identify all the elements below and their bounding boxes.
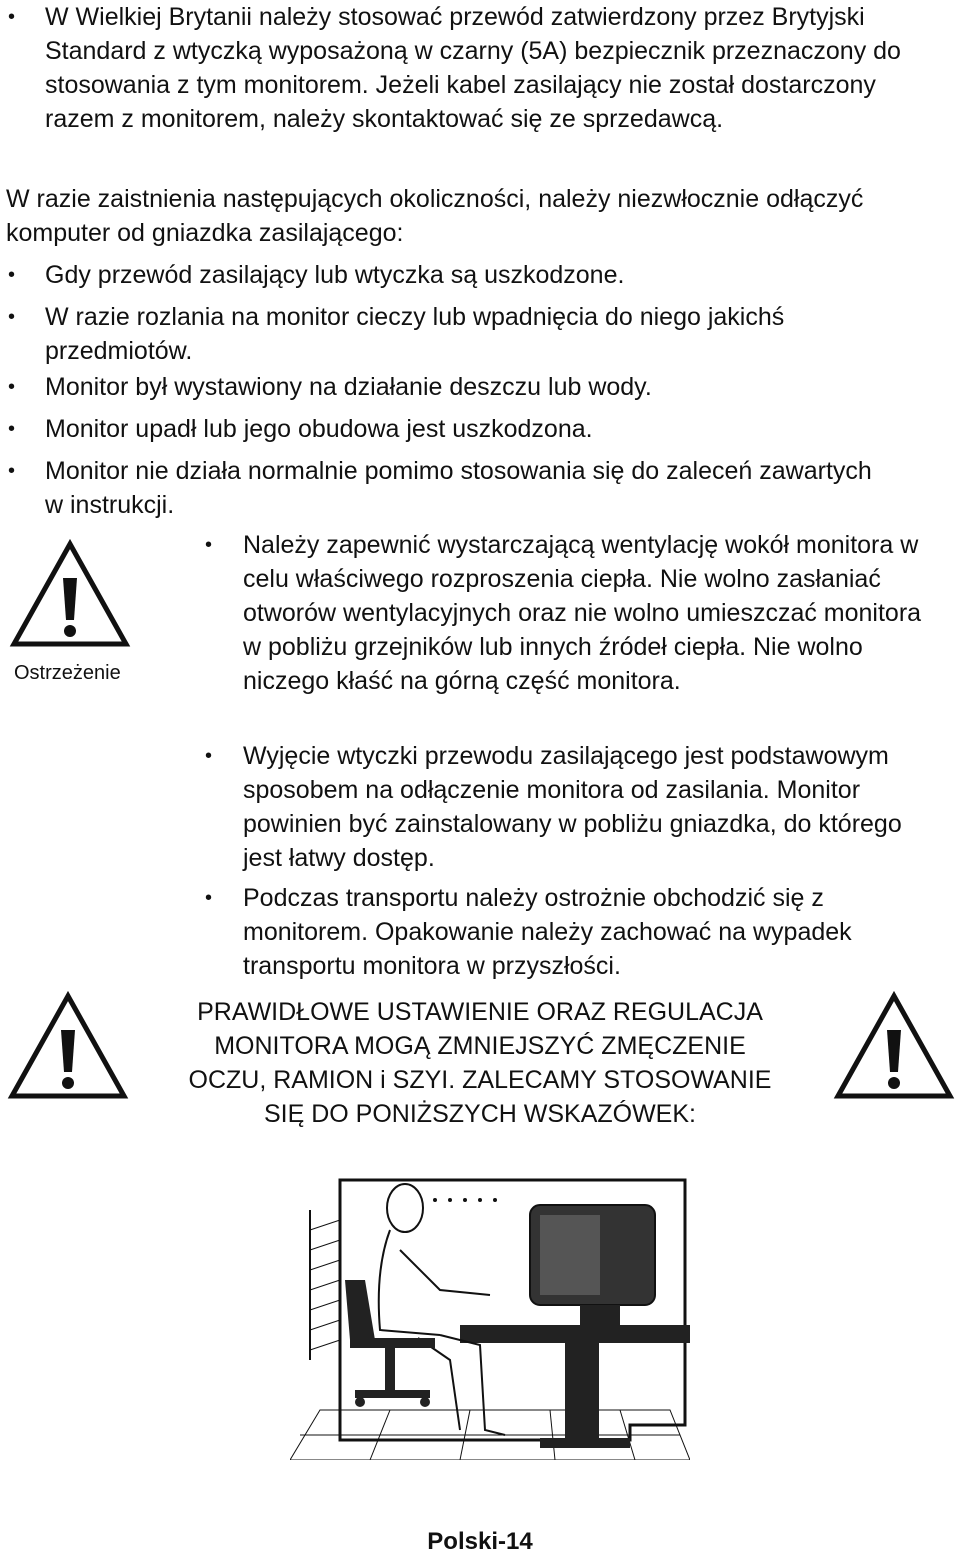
disconnect-bullet <box>8 258 948 292</box>
ergonomics-heading <box>140 995 820 1131</box>
disconnect-bullet <box>8 412 948 446</box>
bullet-glyph: • <box>205 534 213 556</box>
bullet-glyph: • <box>205 745 213 767</box>
ventilation-text: Należy zapewnić wystarczającą wentylację wokół monitora w celu właściwego rozproszenia ciepła. Nie wolno zasłaniać otworów wentylacyjnych oraz nie wolno umieszczać monitora w pobliżu grzejników lub innych źródeł ciepła. Nie wolno niczego kłaść na górną część monitora. <box>243 531 922 695</box>
warning-triangle-icon <box>832 990 956 1102</box>
warning-triangle-icon <box>8 538 132 650</box>
unplug-text: Wyjęcie wtyczki przewodu zasilającego jest podstawowym sposobem na odłączenie monitora od zasilania. Monitor powinien być zainstalowany w pobliżu gniazdka, do którego jest łatwy dostęp. <box>243 742 902 872</box>
bullet-glyph: • <box>8 418 16 440</box>
disconnect-bullet-text: Monitor nie działa normalnie pomimo stosowania się do zaleceń zawartych w instrukcji. <box>45 457 872 519</box>
disconnect-intro: W razie zaistnienia następujących okoliczności, należy niezwłocznie odłączyć komputer od gniazdka zasilającego: <box>6 185 864 247</box>
unplug-bullet <box>205 739 940 875</box>
disconnect-bullet-text: W razie rozlania na monitor cieczy lub wpadnięcia do niego jakichś przedmiotów. <box>45 303 785 365</box>
bullet-glyph: • <box>8 6 16 28</box>
ergonomics-heading-line: MONITORA MOGĄ ZMNIEJSZYĆ ZMĘCZENIE <box>214 1032 746 1060</box>
disconnect-bullet-text: Gdy przewód zasilający lub wtyczka są uszkodzone. <box>45 261 625 289</box>
ergonomics-heading-line: OCZU, RAMION i SZYI. ZALECAMY STOSOWANIE <box>188 1066 772 1094</box>
disconnect-bullet <box>8 454 888 522</box>
bullet-glyph: • <box>8 376 16 398</box>
warning-caption: Ostrzeżenie <box>14 662 121 684</box>
disconnect-bullet-text: Monitor był wystawiony na działanie deszczu lub wody. <box>45 373 652 401</box>
uk-cable-text: W Wielkiej Brytanii należy stosować przewód zatwierdzony przez Brytyjski Standard z wtyczką wyposażoną w czarny (5A) bezpiecznik przeznaczony do stosowania z tym monitorem. Jeżeli kabel zasilający nie został dostarczony razem z monitorem, należy skontaktować się ze sprzedawcą. <box>45 3 901 133</box>
uk-cable-bullet <box>8 0 948 136</box>
ergonomic-workstation-illustration <box>290 1160 690 1460</box>
ventilation-bullet <box>205 528 940 698</box>
disconnect-bullet <box>8 300 888 368</box>
transport-text: Podczas transportu należy ostrożnie obchodzić się z monitorem. Opakowanie należy zachować na wypadek transportu monitora w przyszłości. <box>243 884 852 980</box>
bullet-glyph: • <box>8 306 16 328</box>
bullet-glyph: • <box>205 887 213 909</box>
warning-triangle-icon <box>6 990 130 1102</box>
page-number: Polski-14 <box>427 1528 533 1555</box>
transport-bullet <box>205 881 950 983</box>
bullet-glyph: • <box>8 460 16 482</box>
disconnect-bullet <box>8 370 948 404</box>
ergonomics-heading-line: PRAWIDŁOWE USTAWIENIE ORAZ REGULACJA <box>197 998 763 1026</box>
disconnect-bullet-text: Monitor upadł lub jego obudowa jest uszkodzona. <box>45 415 593 443</box>
bullet-glyph: • <box>8 264 16 286</box>
ergonomics-heading-line: SIĘ DO PONIŻSZYCH WSKAZÓWEK: <box>264 1100 696 1128</box>
